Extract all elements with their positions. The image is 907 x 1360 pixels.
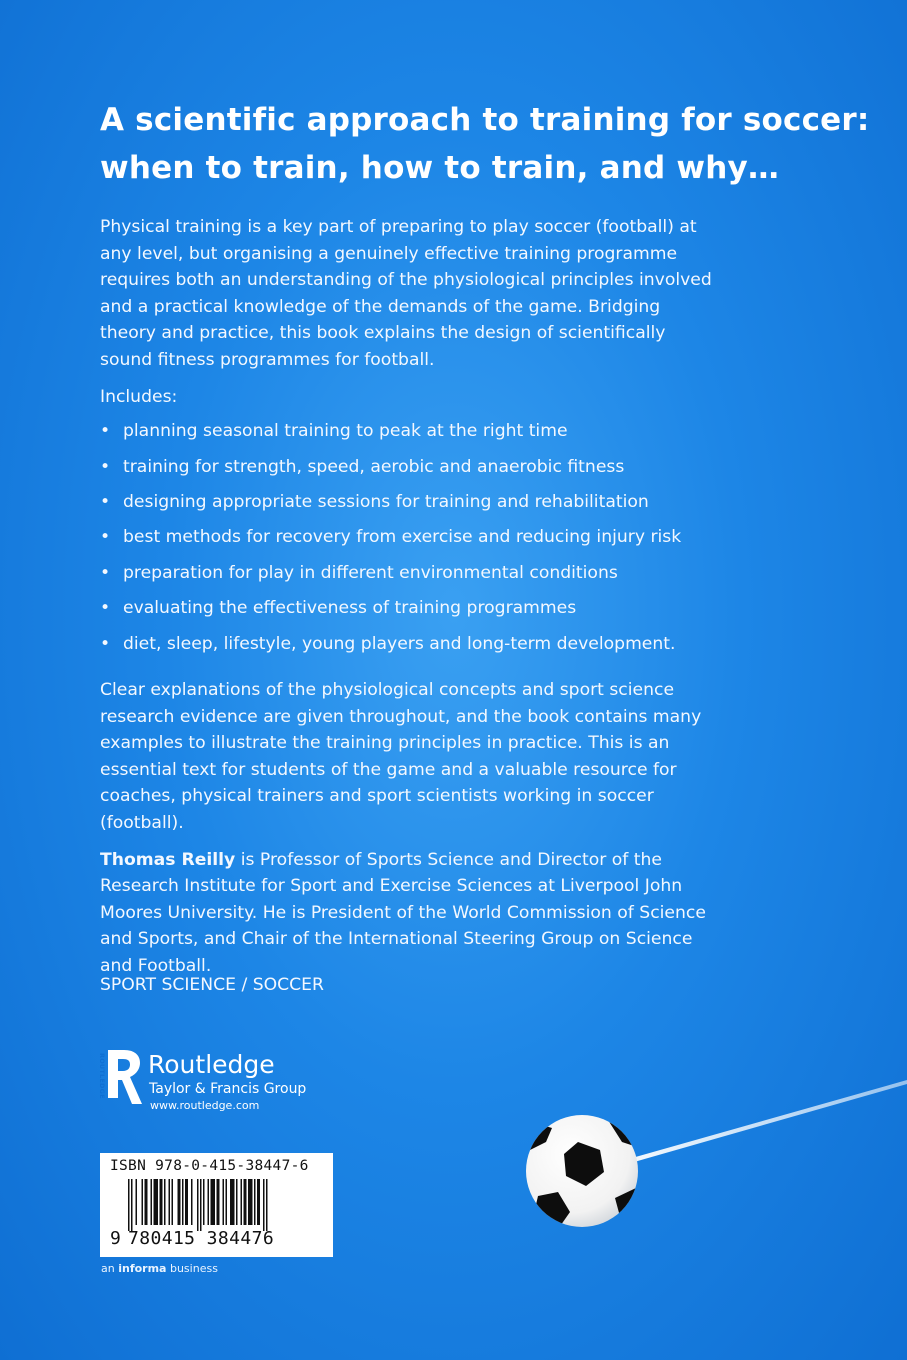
headline-line-2: when to train, how to train, and why… xyxy=(100,150,780,186)
list-item-text: planning seasonal training to peak at the right time xyxy=(123,421,568,442)
bullet-icon: • xyxy=(100,491,111,512)
bullet-icon: • xyxy=(100,421,111,442)
category-label: SPORT SCIENCE / SOCCER xyxy=(100,975,324,995)
publisher-url: www.routledge.com xyxy=(150,1099,260,1112)
publisher-name: Routledge xyxy=(148,1050,275,1079)
bullet-icon: • xyxy=(100,527,111,548)
intro-paragraph: Physical training is a key part of preparing to play soccer (football) at any level, but organising a genuinely effective training programme requires both an understanding of the physiological principles involved and a practical knowledge of the demands of the game. Bridging theory and practice, this book explains the design of scientifically sound fitness programmes for football. xyxy=(100,217,712,370)
informa-prefix: an xyxy=(101,1262,119,1275)
informa-brand: informa xyxy=(118,1262,167,1275)
bullet-icon: • xyxy=(100,562,111,583)
isbn-label: ISBN 978-0-415-38447-6 xyxy=(110,1158,309,1174)
list-item-text: evaluating the effectiveness of training programmes xyxy=(123,598,577,619)
author-name: Thomas Reilly xyxy=(100,849,236,870)
publisher-group: Taylor & Francis Group xyxy=(149,1081,307,1097)
includes-label: Includes: xyxy=(100,386,178,407)
headline-line-1: A scientific approach to training for soccer: xyxy=(100,102,870,138)
author-bio: is Professor of Sports Science and Director of the Research Institute for Sport and Exercise Sciences at Liverpool John Moores University. He is President of the World Commission of Science and Sports, and Chair of the International Steering Group on Science and Football. xyxy=(100,849,706,977)
list-item-text: training for strength, speed, aerobic and anaerobic fitness xyxy=(123,456,625,477)
summary-paragraph: Clear explanations of the physiological concepts and sport science research evidence are given throughout, and the book contains many examples to illustrate the training principles in practice. This is an essential text for students of the game and a valuable resource for coaches, physical trainers and sport scientists working in soccer (football). xyxy=(100,680,702,834)
list-item-text: designing appropriate sessions for training and rehabilitation xyxy=(123,491,649,512)
bullet-icon: • xyxy=(100,633,111,654)
list-item-text: best methods for recovery from exercise and reducing injury risk xyxy=(123,527,682,548)
list-item-text: preparation for play in different environmental conditions xyxy=(123,562,618,583)
barcode-first-digit: 9 xyxy=(110,1228,121,1249)
routledge-vertical-mark: ROUTLEDGE xyxy=(98,1053,106,1099)
bullet-icon: • xyxy=(100,598,111,619)
bullet-icon: • xyxy=(100,456,111,477)
informa-suffix: business xyxy=(166,1262,218,1275)
ball-trail xyxy=(632,1080,907,1162)
barcode-digits: 780415 384476 xyxy=(128,1228,275,1249)
list-item-text: diet, sleep, lifestyle, young players and long-term development. xyxy=(123,633,676,654)
